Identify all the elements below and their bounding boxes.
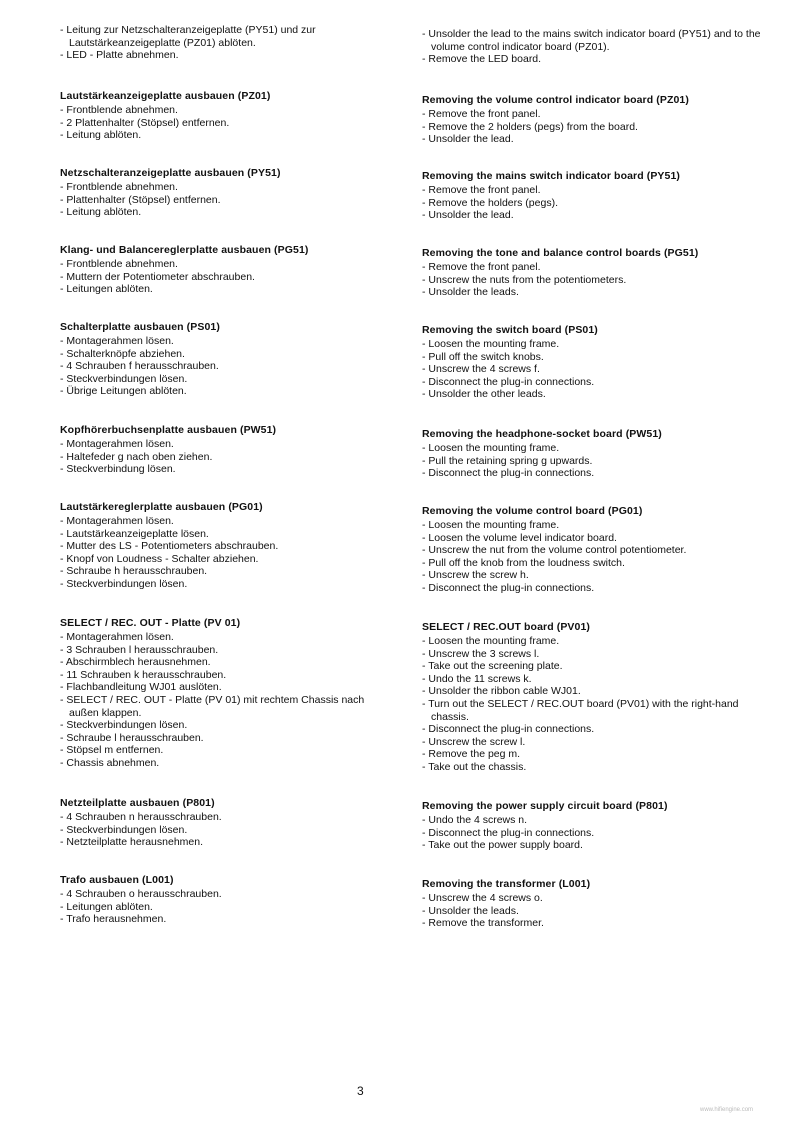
list-item: - 4 Schrauben f herausschrauben. bbox=[60, 360, 390, 373]
en-section-pg01 bbox=[422, 505, 772, 595]
section-title: Schalterplatte ausbauen (PS01) bbox=[60, 321, 220, 333]
section-title: Removing the tone and balance control boards (PG51) bbox=[422, 247, 699, 259]
en-section-l001 bbox=[422, 878, 772, 930]
list-item: - Unscrew the 3 screws l. bbox=[422, 648, 772, 661]
list-item: - Remove the front panel. bbox=[422, 261, 772, 274]
list-item: - Disconnect the plug-in connections. bbox=[422, 376, 772, 389]
list-item: - Frontblende abnehmen. bbox=[60, 258, 390, 271]
list-item: - LED - Platte abnehmen. bbox=[60, 49, 390, 62]
list-item: - Disconnect the plug-in connections. bbox=[422, 723, 772, 736]
section-title: Removing the headphone-socket board (PW51) bbox=[422, 428, 662, 440]
list-item: - Montagerahmen lösen. bbox=[60, 335, 390, 348]
list-item: - Unscrew the 4 screws o. bbox=[422, 892, 772, 905]
list-item: - Unscrew the screw l. bbox=[422, 736, 772, 749]
list-item: - Loosen the mounting frame. bbox=[422, 519, 772, 532]
section-title: Netzschalteranzeigeplatte ausbauen (PY51) bbox=[60, 167, 281, 179]
list-item: - Unsolder the ribbon cable WJ01. bbox=[422, 685, 772, 698]
en-section-ps01 bbox=[422, 324, 772, 401]
en-section-py51 bbox=[422, 170, 772, 222]
list-item: - 11 Schrauben k herausschrauben. bbox=[60, 669, 390, 682]
list-item: - 2 Plattenhalter (Stöpsel) entfernen. bbox=[60, 117, 390, 130]
list-item: - 3 Schrauben l herausschrauben. bbox=[60, 644, 390, 657]
en-section-pz01 bbox=[422, 94, 772, 146]
list-item: - Take out the power supply board. bbox=[422, 839, 772, 852]
list-item: - Unsolder the other leads. bbox=[422, 388, 772, 401]
list-item: - Remove the 2 holders (pegs) from the board. bbox=[422, 121, 772, 134]
list-item: - Pull off the switch knobs. bbox=[422, 351, 772, 364]
list-item: - Steckverbindungen lösen. bbox=[60, 824, 390, 837]
section-title: SELECT / REC.OUT board (PV01) bbox=[422, 621, 591, 633]
section-title: Lautstärkereglerplatte ausbauen (PG01) bbox=[60, 501, 263, 513]
list-item: - Montagerahmen lösen. bbox=[60, 438, 390, 451]
list-item: - Unsolder the lead. bbox=[422, 133, 772, 146]
list-item: - Montagerahmen lösen. bbox=[60, 631, 390, 644]
list-item: - Take out the screening plate. bbox=[422, 660, 772, 673]
en-section-p801 bbox=[422, 800, 772, 852]
list-item: - Unsolder the lead. bbox=[422, 209, 772, 222]
list-item: - Schraube l herausschrauben. bbox=[60, 732, 390, 745]
list-item: - Remove the holders (pegs). bbox=[422, 197, 772, 210]
section-title: Removing the mains switch indicator board (PY51) bbox=[422, 170, 681, 182]
section-title: Netzteilplatte ausbauen (P801) bbox=[60, 797, 215, 809]
de-section-py51 bbox=[60, 167, 390, 219]
list-item: - Schraube h herausschrauben. bbox=[60, 565, 390, 578]
list-item: - Unscrew the screw h. bbox=[422, 569, 772, 582]
en-section-pw51 bbox=[422, 428, 772, 480]
list-item: - Pull off the knob from the loudness switch. bbox=[422, 557, 772, 570]
list-item: - Steckverbindung lösen. bbox=[60, 463, 390, 476]
list-item: - Steckverbindungen lösen. bbox=[60, 373, 390, 386]
section-title: Removing the volume control board (PG01) bbox=[422, 505, 643, 517]
list-item: - Unscrew the nuts from the potentiometers. bbox=[422, 274, 772, 287]
list-item: - Unscrew the 4 screws f. bbox=[422, 363, 772, 376]
de-section-ps01 bbox=[60, 321, 390, 398]
list-item: - Undo the 11 screws k. bbox=[422, 673, 772, 686]
list-item: - Leitungen ablöten. bbox=[60, 283, 390, 296]
de-section-l001 bbox=[60, 874, 390, 926]
watermark: www.hifiengine.com bbox=[700, 1107, 754, 1113]
list-item: - Stöpsel m entfernen. bbox=[60, 744, 390, 757]
list-item: - Undo the 4 screws n. bbox=[422, 814, 772, 827]
list-item: - Steckverbindungen lösen. bbox=[60, 578, 390, 591]
list-item: - Knopf von Loudness - Schalter abziehen. bbox=[60, 553, 390, 566]
list-item: - Remove the peg m. bbox=[422, 748, 772, 761]
de-section-pw51 bbox=[60, 424, 390, 476]
list-item: - Loosen the mounting frame. bbox=[422, 338, 772, 351]
list-item: - Disconnect the plug-in connections. bbox=[422, 467, 772, 480]
list-item: - Frontblende abnehmen. bbox=[60, 104, 390, 117]
list-item: - Unscrew the nut from the volume control potentiometer. bbox=[422, 544, 772, 557]
section-title: Removing the volume control indicator board (PZ01) bbox=[422, 94, 689, 106]
list-item: - Remove the LED board. bbox=[422, 53, 772, 66]
list-item: - Montagerahmen lösen. bbox=[60, 515, 390, 528]
list-item: - 4 Schrauben o herausschrauben. bbox=[60, 888, 390, 901]
list-item: - Plattenhalter (Stöpsel) entfernen. bbox=[60, 194, 390, 207]
list-item: - Chassis abnehmen. bbox=[60, 757, 390, 770]
list-item: - Turn out the SELECT / REC.OUT board (PV01) with the right-hand chassis. bbox=[422, 698, 772, 723]
list-item: - SELECT / REC. OUT - Platte (PV 01) mit rechtem Chassis nach außen klappen. bbox=[60, 694, 390, 719]
de-section-pg51 bbox=[60, 244, 390, 296]
en-section-led bbox=[422, 28, 772, 66]
en-section-pv01 bbox=[422, 621, 772, 774]
list-item: - Loosen the mounting frame. bbox=[422, 442, 772, 455]
section-title: Klang- und Balancereglerplatte ausbauen (PG51) bbox=[60, 244, 309, 256]
list-item: - Steckverbindungen lösen. bbox=[60, 719, 390, 732]
list-item: - Unsolder the leads. bbox=[422, 905, 772, 918]
list-item: - Disconnect the plug-in connections. bbox=[422, 582, 772, 595]
list-item: - Abschirmblech herausnehmen. bbox=[60, 656, 390, 669]
section-title: Removing the power supply circuit board (P801) bbox=[422, 800, 668, 812]
section-title: Lautstärkeanzeigeplatte ausbauen (PZ01) bbox=[60, 90, 271, 102]
list-item: - Loosen the volume level indicator board. bbox=[422, 532, 772, 545]
section-title: SELECT / REC. OUT - Platte (PV 01) bbox=[60, 617, 241, 629]
list-item: - Pull the retaining spring g upwards. bbox=[422, 455, 772, 468]
list-item: - Schalterknöpfe abziehen. bbox=[60, 348, 390, 361]
list-item: - Übrige Leitungen ablöten. bbox=[60, 385, 390, 398]
list-item: - Leitung ablöten. bbox=[60, 129, 390, 142]
list-item: - Leitung ablöten. bbox=[60, 206, 390, 219]
list-item: - 4 Schrauben n herausschrauben. bbox=[60, 811, 390, 824]
page-number: 3 bbox=[357, 1084, 364, 1098]
list-item: - Unsolder the lead to the mains switch indicator board (PY51) and to the volume control indicator board (PZ01). bbox=[422, 28, 772, 53]
section-title: Trafo ausbauen (L001) bbox=[60, 874, 174, 886]
list-item: - Leitungen ablöten. bbox=[60, 901, 390, 914]
list-item: - Lautstärkeanzeigeplatte lösen. bbox=[60, 528, 390, 541]
list-item: - Take out the chassis. bbox=[422, 761, 772, 774]
list-item: - Leitung zur Netzschalteranzeigeplatte (PY51) und zur Lautstärkeanzeigeplatte (PZ01) ablöten. bbox=[60, 24, 390, 49]
de-section-led bbox=[60, 24, 390, 62]
de-section-pv01 bbox=[60, 617, 390, 770]
section-title: Kopfhörerbuchsenplatte ausbauen (PW51) bbox=[60, 424, 277, 436]
en-section-pg51 bbox=[422, 247, 772, 299]
section-title: Removing the switch board (PS01) bbox=[422, 324, 598, 336]
list-item: - Loosen the mounting frame. bbox=[422, 635, 772, 648]
list-item: - Trafo herausnehmen. bbox=[60, 913, 390, 926]
list-item: - Frontblende abnehmen. bbox=[60, 181, 390, 194]
de-section-pg01 bbox=[60, 501, 390, 591]
list-item: - Haltefeder g nach oben ziehen. bbox=[60, 451, 390, 464]
list-item: - Remove the transformer. bbox=[422, 917, 772, 930]
de-section-p801 bbox=[60, 797, 390, 849]
list-item: - Remove the front panel. bbox=[422, 184, 772, 197]
list-item: - Mutter des LS - Potentiometers abschrauben. bbox=[60, 540, 390, 553]
list-item: - Muttern der Potentiometer abschrauben. bbox=[60, 271, 390, 284]
section-title: Removing the transformer (L001) bbox=[422, 878, 591, 890]
list-item: - Remove the front panel. bbox=[422, 108, 772, 121]
list-item: - Netzteilplatte herausnehmen. bbox=[60, 836, 390, 849]
list-item: - Unsolder the leads. bbox=[422, 286, 772, 299]
list-item: - Flachbandleitung WJ01 auslöten. bbox=[60, 681, 390, 694]
list-item: - Disconnect the plug-in connections. bbox=[422, 827, 772, 840]
de-section-pz01 bbox=[60, 90, 390, 142]
